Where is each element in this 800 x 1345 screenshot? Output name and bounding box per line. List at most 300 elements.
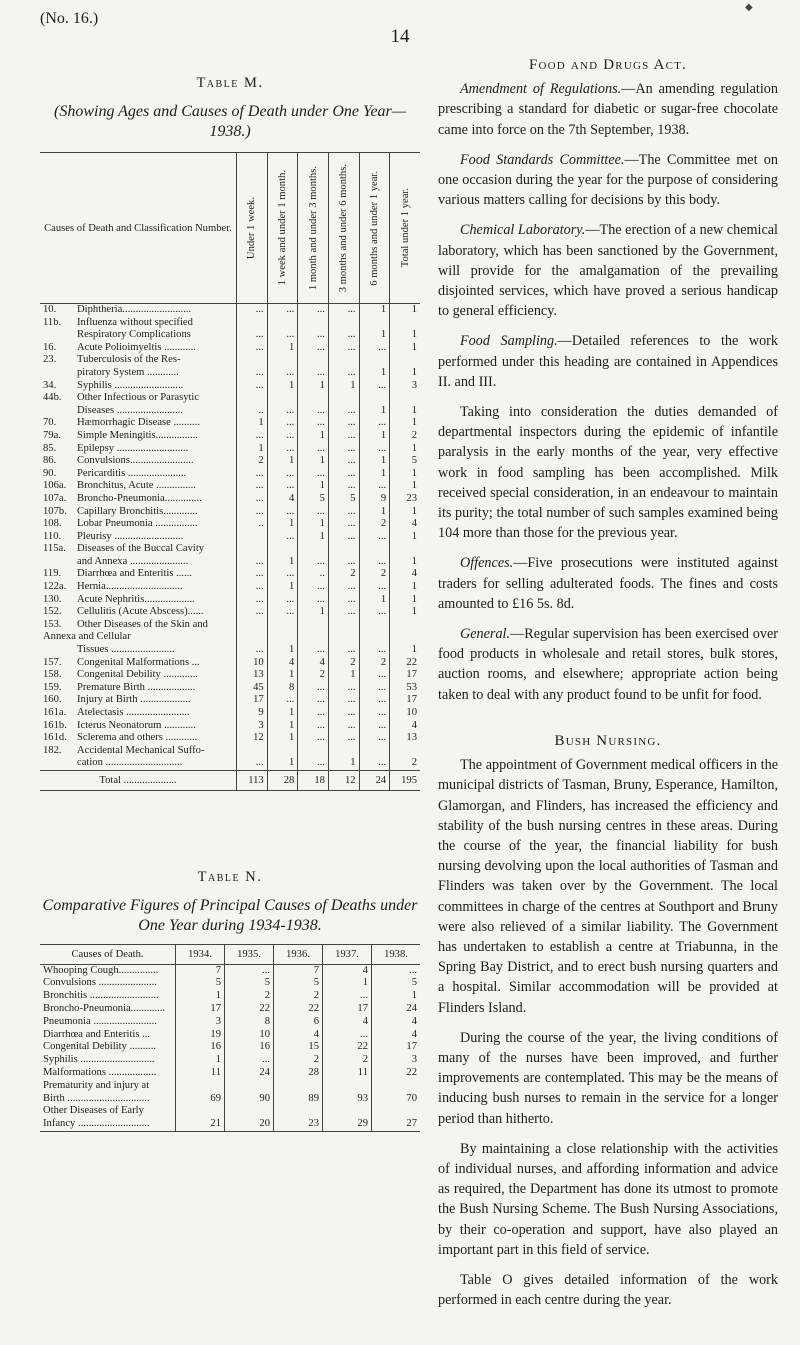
cause-cell (40, 342, 236, 355)
table-cell: 4 (372, 1029, 421, 1042)
table-cell: 2 (390, 430, 420, 443)
table-cell: 17 (372, 1041, 421, 1054)
table-n (40, 944, 420, 1132)
year-header: 1935. (225, 944, 274, 964)
table-cell: ... (359, 619, 390, 657)
cause-name: Diarrhœa and Enteritis ... (43, 1028, 151, 1040)
table-cell: ... (298, 732, 329, 745)
table-cell: 1 (328, 380, 359, 393)
table-row (40, 417, 420, 430)
table-cell: 1 (390, 480, 420, 493)
table-cell: ... (236, 745, 267, 771)
table-cell: 1 (390, 392, 420, 417)
table-cell: ... (236, 493, 267, 506)
table-cell: 23 (390, 493, 420, 506)
table-cell: 10 (390, 707, 420, 720)
cause-name: Other Diseases of Early (43, 1105, 144, 1117)
table-cell: ... (267, 480, 298, 493)
cause-name-continued: Birth ............................... (43, 1092, 150, 1104)
table-cell: 10 (236, 657, 267, 670)
table-cell: 2 (236, 455, 267, 468)
table-cell: 1 (390, 443, 420, 456)
cause-cell (40, 392, 236, 417)
table-cell: ... (298, 543, 329, 568)
table-cell: 17 (236, 694, 267, 707)
table-cell: 2 (323, 1054, 372, 1067)
column-header: 3 months and under 6 months. (328, 153, 359, 304)
table-row (40, 657, 420, 670)
table-row (40, 1016, 420, 1029)
document-number: (No. 16.) (40, 10, 99, 27)
table-cell: ... (328, 417, 359, 430)
table-row (40, 354, 420, 379)
cause-name: Congenital Malformations ... (77, 656, 200, 668)
classification-code: 159. (43, 681, 62, 693)
column-header: 6 months and under 1 year. (359, 153, 390, 304)
table-row (40, 720, 420, 733)
cause-name: Pneumonia ........................ (43, 1015, 157, 1027)
table-row (40, 581, 420, 594)
table-cell: 1 (267, 581, 298, 594)
table-cell: ... (298, 342, 329, 355)
table-cell: ... (328, 619, 359, 657)
table-cell: ... (328, 531, 359, 544)
table-cell: ... (236, 543, 267, 568)
cause-cell (40, 443, 236, 456)
cause-name: Acute Polioimyeltis ............ (77, 341, 196, 353)
table-cell: 53 (390, 682, 420, 695)
cause-name: Broncho-Pneumonia.............. (77, 492, 202, 504)
table-row (40, 1054, 420, 1067)
table-row (40, 543, 420, 568)
table-n-caption: Comparative Figures of Principal Causes of Deaths under One Year during 1934-1938. (42, 896, 418, 934)
table-cell: .. (236, 392, 267, 417)
table-cell: ... (359, 732, 390, 745)
table-m-caption: (Showing Ages and Causes of Death under One Year—1938.) (54, 103, 406, 140)
table-cell: ... (225, 1054, 274, 1067)
cause-cell (40, 430, 236, 443)
paragraph-lead: Offences. (460, 555, 514, 572)
food-drugs-section (438, 79, 778, 705)
cause-cell (40, 990, 176, 1003)
table-row (40, 707, 420, 720)
table-cell: 1 (176, 990, 225, 1003)
table-cell: 195 (390, 770, 420, 790)
table-cell: ... (328, 518, 359, 531)
table-cell: 19 (176, 1029, 225, 1042)
table-cell: 1 (267, 455, 298, 468)
table-cell: 22 (390, 657, 420, 670)
table-cell: ... (328, 304, 359, 317)
table-cell: 5 (328, 493, 359, 506)
table-cell: 12 (236, 732, 267, 745)
table-cell: 7 (274, 964, 323, 977)
table-cell: ... (267, 317, 298, 342)
year-header: 1938. (372, 944, 421, 964)
cause-name: Other Diseases of the Skin and Annexa and Cellular (43, 618, 208, 643)
table-row (40, 493, 420, 506)
cause-name: Icterus Neonatorum ............ (77, 719, 196, 731)
table-cell: ... (328, 732, 359, 745)
table-cell: ... (298, 745, 329, 771)
paragraph (438, 402, 778, 543)
table-cell: 1 (267, 543, 298, 568)
table-cell: 4 (390, 568, 420, 581)
table-cell: 1 (328, 745, 359, 771)
table-cell: ... (359, 720, 390, 733)
cause-name: Capillary Bronchitis............. (77, 505, 198, 517)
classification-code: 119. (43, 568, 62, 580)
cause-cell (40, 1067, 176, 1080)
table-cell: 70 (372, 1080, 421, 1106)
table-cell: 1 (267, 745, 298, 771)
cause-name: Sclerema and others ............ (77, 732, 198, 744)
table-cell: 1 (298, 380, 329, 393)
table-cell: ... (298, 720, 329, 733)
table-cell: 1 (323, 977, 372, 990)
table-cell: ... (298, 694, 329, 707)
table-cell: 8 (267, 682, 298, 695)
table-cell: ... (359, 531, 390, 544)
cause-cell (40, 606, 236, 619)
table-cell: ... (236, 468, 267, 481)
table-cell: ... (359, 342, 390, 355)
table-cell: ... (298, 317, 329, 342)
table-cell: ... (267, 430, 298, 443)
column-header: Total under 1 year. (390, 153, 420, 304)
classification-code: 107a. (43, 492, 67, 504)
cause-name-continued: cation ............................. (77, 757, 183, 769)
table-cell: 2 (328, 657, 359, 670)
table-row (40, 506, 420, 519)
cause-cell (40, 1016, 176, 1029)
paragraph-lead: Amendment of Regulations. (460, 81, 622, 98)
cause-cell (40, 1054, 176, 1067)
year-header: 1936. (274, 944, 323, 964)
table-cell: 1 (298, 480, 329, 493)
classification-code: 130. (43, 593, 62, 605)
table-row (40, 606, 420, 619)
cause-name: Malformations .................. (43, 1066, 157, 1078)
table-cell: 1 (390, 606, 420, 619)
table-cell: 2 (274, 990, 323, 1003)
table-cell: 4 (390, 720, 420, 733)
table-cell: 4 (274, 1029, 323, 1042)
table-cell: ... (359, 707, 390, 720)
left-column (40, 55, 420, 1132)
table-cell: 17 (390, 694, 420, 707)
table-cell: 1 (236, 417, 267, 430)
table-cell: 1 (390, 468, 420, 481)
table-cell: 4 (267, 493, 298, 506)
table-cell: 1 (359, 468, 390, 481)
table-cell: ... (359, 480, 390, 493)
table-cell: ... (328, 506, 359, 519)
table-cell: ... (236, 480, 267, 493)
cause-cell (40, 732, 236, 745)
table-cell: ... (328, 594, 359, 607)
cause-name-continued: piratory System ............ (77, 366, 179, 378)
column-header: 1 week and under 1 month. (267, 153, 298, 304)
classification-code: 44b. (43, 392, 62, 404)
cause-name: Convulsions ...................... (43, 977, 157, 989)
table-cell: 93 (323, 1080, 372, 1106)
cause-cell (40, 745, 236, 771)
paragraph-text: —The Committee met on one occasion during the year for the purpose of considering various matters calling for decisions by this body. (438, 151, 778, 209)
table-cell: ... (236, 304, 267, 317)
table-cell: ... (298, 468, 329, 481)
table-cell: 1 (390, 304, 420, 317)
table-cell: ... (298, 506, 329, 519)
cause-name: Cellulitis (Acute Abscess)...... (77, 606, 204, 618)
table-row (40, 594, 420, 607)
cause-name: Pleurisy .......................... (77, 530, 184, 542)
table-cell: 2 (359, 518, 390, 531)
table-cell: ... (267, 354, 298, 379)
table-cell: 1 (298, 455, 329, 468)
table-cell: 1 (359, 304, 390, 317)
margin-mark-icon: ◆ (745, 2, 753, 13)
cause-cell (40, 657, 236, 670)
table-cell: ... (236, 568, 267, 581)
table-row (40, 669, 420, 682)
table-cell: ... (236, 430, 267, 443)
table-cell: 18 (298, 770, 329, 790)
table-cell: ... (328, 430, 359, 443)
table-row (40, 1003, 420, 1016)
column-header: Under 1 week. (236, 153, 267, 304)
table-row (40, 977, 420, 990)
table-cell: ... (298, 443, 329, 456)
paragraph (438, 553, 778, 614)
cause-cell (40, 568, 236, 581)
table-row (40, 1029, 420, 1042)
cause-name: Syphilis .......................... (77, 379, 184, 391)
table-cell: 1 (390, 581, 420, 594)
table-cell: 21 (176, 1105, 225, 1131)
cause-cell (40, 682, 236, 695)
cause-cell (40, 317, 236, 342)
table-cell: 22 (225, 1003, 274, 1016)
table-cell: ... (328, 354, 359, 379)
table-cell: ... (298, 581, 329, 594)
cause-cell (40, 455, 236, 468)
cause-cell (40, 619, 236, 657)
classification-code: 160. (43, 694, 62, 706)
table-cell: 3 (372, 1054, 421, 1067)
classification-code: 34. (43, 379, 57, 391)
table-cell: 8 (225, 1016, 274, 1029)
table-cell: 1 (267, 619, 298, 657)
table-cell: 1 (390, 354, 420, 379)
table-cell: 28 (274, 1067, 323, 1080)
table-cell: ... (328, 455, 359, 468)
table-cell: 5 (372, 977, 421, 990)
table-row (40, 304, 420, 317)
table-cell: ... (236, 342, 267, 355)
cause-name: Premature Birth .................. (77, 681, 196, 693)
table-n-heading: Table N. (197, 868, 263, 885)
table-cell: ... (328, 606, 359, 619)
cause-name: Whooping Cough............... (43, 964, 159, 976)
paragraph (438, 331, 778, 392)
table-cell: ... (298, 392, 329, 417)
cause-cell (40, 531, 236, 544)
table-cell: 1 (267, 707, 298, 720)
cause-cell (40, 669, 236, 682)
table-cell: ... (236, 354, 267, 379)
table-cell (236, 531, 267, 544)
table-cell: ... (328, 317, 359, 342)
table-cell: 24 (225, 1067, 274, 1080)
cause-cell (40, 1003, 176, 1016)
table-cell: ... (328, 468, 359, 481)
table-cell: 10 (225, 1029, 274, 1042)
cause-cell (40, 1080, 176, 1106)
classification-code: 115a. (43, 543, 66, 555)
table-row (40, 480, 420, 493)
table-row (40, 518, 420, 531)
cause-name: Simple Meningitis................ (77, 429, 198, 441)
table-cell: 15 (274, 1041, 323, 1054)
cause-cell (40, 417, 236, 430)
table-row (40, 531, 420, 544)
table-n-cause-header: Causes of Death. (40, 944, 176, 964)
cause-cell (40, 543, 236, 568)
table-cell: ... (236, 317, 267, 342)
cause-name: Hernia............................. (77, 581, 183, 593)
table-cell: 4 (390, 518, 420, 531)
table-cell: 1 (359, 455, 390, 468)
table-cell: 1 (267, 732, 298, 745)
cause-name: Pericarditis ...................... (77, 467, 187, 479)
cause-name: Congenital Debility .......... (43, 1041, 156, 1053)
table-cell: 17 (176, 1003, 225, 1016)
table-row (40, 443, 420, 456)
table-cell: 2 (359, 568, 390, 581)
table-cell: ... (359, 543, 390, 568)
table-cell: 1 (176, 1054, 225, 1067)
table-cell: 5 (225, 977, 274, 990)
table-row (40, 1080, 420, 1106)
table-row (40, 619, 420, 657)
classification-code: 90. (43, 467, 57, 479)
table-cell: 16 (176, 1041, 225, 1054)
table-row (40, 380, 420, 393)
table-row (40, 455, 420, 468)
table-cell: 23 (274, 1105, 323, 1131)
paragraph-text: —An amending regulation prescribing a standard for diabetic or sugar-free chocolate came into force on the 7th September, 1938. (438, 81, 778, 138)
classification-code: 107b. (43, 505, 67, 517)
table-cell: ... (267, 594, 298, 607)
table-row (40, 1105, 420, 1131)
classification-code: 106a. (43, 480, 67, 492)
table-cell: 1 (372, 990, 421, 1003)
table-cell: 22 (372, 1067, 421, 1080)
table-cell: 45 (236, 682, 267, 695)
classification-code: 158. (43, 669, 62, 681)
cause-name-continued: Diseases ......................... (77, 404, 183, 416)
cause-name: Acute Nephritis................... (77, 593, 195, 605)
table-cell: 2 (390, 745, 420, 771)
page-number: 14 (390, 26, 410, 47)
table-cell: 1 (267, 518, 298, 531)
table-cell: ... (236, 380, 267, 393)
table-cell: ... (359, 745, 390, 771)
paragraph (438, 220, 778, 321)
paragraph: During the course of the year, the living conditions of many of the nurses have been improved, and further improvements are contemplated. This may be the means of inducing bush nurses to remain in the service for a longer period than hitherto. (438, 1029, 778, 1127)
bush-nursing-section (438, 755, 778, 1310)
table-cell: ... (298, 707, 329, 720)
table-cell: 1 (390, 531, 420, 544)
cause-cell (40, 707, 236, 720)
table-cell: 4 (323, 964, 372, 977)
table-cell: 7 (176, 964, 225, 977)
paragraph-text: —The erection of a new chemical laboratory, which has been sanctioned by the Government, will provide for the amalgamation of the prevailing disjointed services, which have proved a serious handicap to general efficiency. (438, 222, 779, 320)
table-cell: 1 (267, 720, 298, 733)
table-row (40, 392, 420, 417)
table-cell: ... (359, 669, 390, 682)
table-cell: 2 (274, 1054, 323, 1067)
table-m-header-row (40, 153, 420, 304)
table-cell: 1 (298, 518, 329, 531)
table-cell: ... (267, 392, 298, 417)
paragraph (438, 150, 778, 211)
table-cell: ... (267, 417, 298, 430)
table-cell: 1 (359, 594, 390, 607)
table-cell: 17 (390, 669, 420, 682)
table-cell: ... (267, 506, 298, 519)
table-cell: 13 (236, 669, 267, 682)
cause-cell (40, 977, 176, 990)
cause-name: Broncho-Pneumonia............. (43, 1002, 166, 1014)
cause-name: Congenital Debility ............. (77, 669, 198, 681)
table-cell: ... (372, 964, 421, 977)
cause-cell (40, 1041, 176, 1054)
table-cell: 1 (328, 669, 359, 682)
cause-name: Diarrhœa and Enteritis ...... (77, 568, 193, 580)
food-drugs-title: Food and Drugs Act. (528, 57, 688, 73)
table-cell: ... (236, 594, 267, 607)
cause-name: Bronchitus, Acute ............... (77, 480, 196, 492)
table-cell: 1 (267, 669, 298, 682)
year-header: 1937. (323, 944, 372, 964)
table-row (40, 682, 420, 695)
table-cell: 20 (225, 1105, 274, 1131)
cause-name: Atelectasis ........................ (77, 707, 190, 718)
cause-name: Tuberculosis of the Res- (77, 354, 181, 366)
cause-cell (40, 720, 236, 733)
classification-code: 122a. (43, 581, 67, 593)
table-cell: 1 (236, 443, 267, 456)
table-cell: 28 (267, 770, 298, 790)
table-cell: 4 (267, 657, 298, 670)
classification-code: 161a. (43, 707, 67, 718)
paragraph-text: Taking into consideration the duties demanded of departmental inspectors during the epidemic of infantile paralysis in the early months of the year, very effective work in food sampling has been accomplished. Milk received special consideration, in an endeavour to maintain its purity; the total number of such samples examined being 104 more than those for the previous year. (438, 404, 778, 542)
classification-code: 86. (43, 455, 57, 467)
classification-code: 16. (43, 341, 57, 353)
paragraph-text: —Regular supervision has been exercised over food products in wholesale and retail stores, bulk stores, auction rooms, and elsewhere; appropriate action being taken to deal with any product found to be unfit for food. (438, 626, 778, 703)
table-row (40, 694, 420, 707)
total-label: Total .................... (40, 770, 236, 790)
paragraph: Table O gives detailed information of the work performed in each centre during the year. (438, 1271, 778, 1309)
table-cell: ... (298, 304, 329, 317)
cause-cell (40, 480, 236, 493)
table-cell: ... (328, 342, 359, 355)
table-cell: ... (298, 417, 329, 430)
table-row (40, 990, 420, 1003)
table-cell: ... (328, 392, 359, 417)
